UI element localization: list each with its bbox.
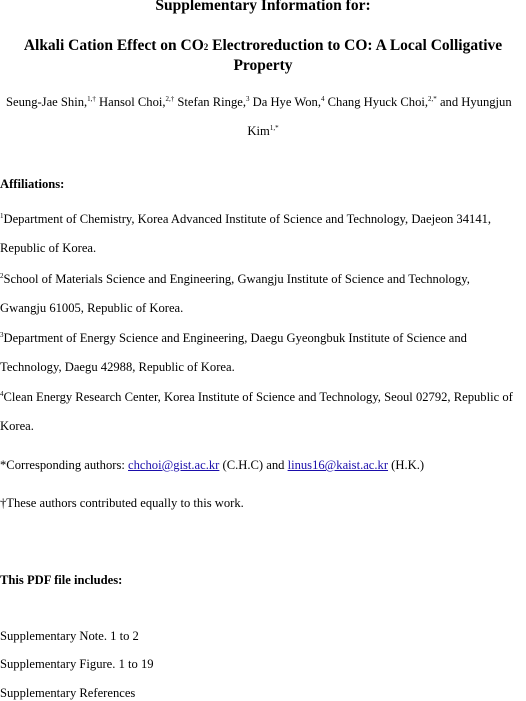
author-6: and Hyungjun bbox=[436, 95, 512, 109]
author-1: Seung-Jae Shin,$^{1,\dagger}$ bbox=[6, 94, 96, 109]
affiliation-2-cont: Gwangju 61005, Republic of Korea. bbox=[0, 301, 184, 315]
corresponding-authors: *Corresponding authors: chchoi@gist.ac.kr (C.H.C) and linus16@kaist.ac.kr (H.K.) bbox=[0, 458, 425, 472]
author-5: Chang Hyuck Choi,$^{2,*}$ bbox=[324, 94, 437, 109]
includes-item: Supplementary Note. 1 to 2 bbox=[0, 629, 139, 643]
paper-title-part-a: Alkali Cation Effect on CO bbox=[23, 37, 204, 54]
paper-title-part-b: Electroreduction to CO: A Local Colligative bbox=[208, 37, 503, 54]
author-2: Hansol Choi,$^{2,\dagger}$ bbox=[95, 94, 175, 109]
includes-heading: This PDF file includes: bbox=[0, 573, 123, 587]
author-3: Stefan Ringe,$^3$ bbox=[174, 94, 250, 109]
paper-title bbox=[0, 36, 526, 57]
affiliation-3-cont: Technology, Daegu 42988, Republic of Korea. bbox=[0, 360, 235, 374]
includes-item: Supplementary References bbox=[0, 686, 136, 700]
paper-title-subscript: 2 bbox=[203, 42, 209, 52]
equal-contribution-note: †These authors contributed equally to this work. bbox=[0, 496, 244, 510]
affiliations-heading: Affiliations: bbox=[0, 177, 65, 191]
affiliation-2: $^2$School of Materials Science and Engineering, Gwangju Institute of Science and Technology, bbox=[0, 271, 470, 286]
paper-title-line2: Property bbox=[233, 57, 293, 74]
affiliation-1-cont: Republic of Korea. bbox=[0, 241, 97, 255]
author-list bbox=[6, 95, 512, 110]
email-link-linus16[interactable]: linus16@kaist.ac.kr bbox=[287, 458, 389, 472]
affiliation-3: $^3$Department of Energy Science and Engineering, Daegu Gyeongbuk Institute of Science and bbox=[0, 330, 467, 345]
affiliation-1: $^1$Department of Chemistry, Korea Advanced Institute of Science and Technology, Daejeon 34141, bbox=[0, 211, 492, 226]
affiliation-4: $^4$Clean Energy Research Center, Korea Institute of Science and Technology, Seoul 02792, Republic of bbox=[0, 389, 513, 404]
includes-item: Supplementary Figure. 1 to 19 bbox=[0, 657, 154, 671]
supplementary-title: Supplementary Information for: bbox=[155, 0, 371, 14]
author-list-line2: Kim$^{1,*}$ bbox=[247, 123, 279, 138]
author-4: Da Hye Won,$^4$ bbox=[249, 94, 325, 109]
affiliation-4-cont: Korea. bbox=[0, 419, 34, 433]
email-link-chchoi[interactable]: chchoi@gist.ac.kr bbox=[128, 458, 220, 472]
